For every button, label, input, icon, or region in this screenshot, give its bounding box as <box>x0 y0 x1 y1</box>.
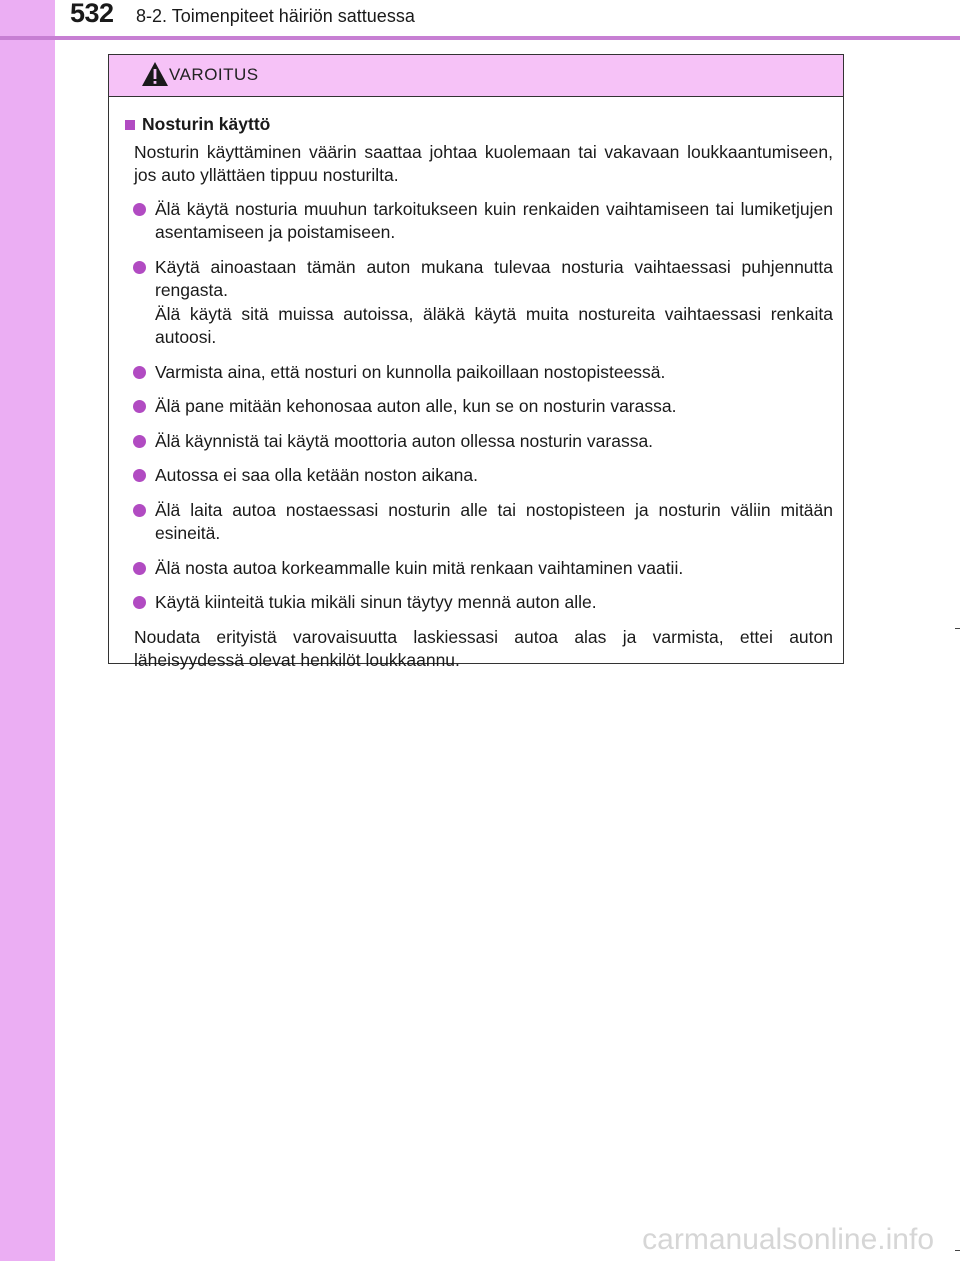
watermark: carmanualsonline.info <box>642 1223 934 1256</box>
warning-list-item-text: Autossa ei saa olla ketään noston aikana. <box>155 465 478 485</box>
warning-triangle-icon <box>141 61 169 87</box>
round-bullet-icon <box>133 435 146 448</box>
crop-mark <box>955 628 960 629</box>
warning-body <box>109 97 843 673</box>
crop-mark <box>955 1250 960 1251</box>
warning-list-item <box>125 464 833 488</box>
warning-label: VAROITUS <box>169 65 259 84</box>
warning-list-item <box>125 361 833 385</box>
warning-list-item-text: Käytä ainoastaan tämän auton mukana tulevaa nosturia vaihtaessasi puhjennutta rengasta. <box>155 256 833 300</box>
warning-list-item <box>125 430 833 454</box>
warning-list-item-text: Älä pane mitään kehonosaa auton alle, kun se on nosturin varassa. <box>155 396 677 416</box>
warning-list-item <box>125 198 833 245</box>
warning-intro: Nosturin käyttäminen väärin saattaa johtaa kuolemaan tai vakavaan loukkaantumiseen, jos auto yllättäen tippuu nosturilta. <box>134 141 833 185</box>
warning-list-item-text: Älä laita autoa nostaessasi nosturin alle tai nostopisteen ja nosturin väliin mitään esineitä. <box>155 499 833 543</box>
warning-list-item-text: Älä käytä sitä muissa autoissa, äläkä käytä muita nostureita vaihtaessasi renkaita autoosi. <box>155 303 833 347</box>
warning-list-item <box>125 557 833 581</box>
warning-outro: Noudata erityistä varovaisuutta laskiessasi autoa alas ja varmista, ettei auton läheisyydessä olevat henkilöt loukkaannu. <box>134 626 833 670</box>
warning-list-item-text: Älä nosta autoa korkeammalle kuin mitä renkaan vaihtaminen vaatii. <box>155 557 684 578</box>
warning-list-item-text: Käytä kiinteitä tukia mikäli sinun täytyy mennä auton alle. <box>155 592 597 612</box>
warning-list-item-text: Varmista aina, että nosturi on kunnolla paikoillaan nostopisteessä. <box>155 361 666 382</box>
warning-list <box>125 198 833 615</box>
warning-list-item <box>125 395 833 419</box>
warning-list-item-text: Älä käynnistä tai käytä moottoria auton ollessa nosturin varassa. <box>155 430 654 451</box>
round-bullet-icon <box>133 596 146 609</box>
round-bullet-icon <box>133 203 146 216</box>
warning-box <box>108 54 844 670</box>
header-rule <box>0 36 960 40</box>
chapter-sidebar <box>0 0 55 1261</box>
warning-header <box>109 55 843 97</box>
section-title: 8-2. Toimenpiteet häiriön sattuessa <box>136 6 415 26</box>
warning-list-item <box>125 499 833 546</box>
warning-list-item <box>125 256 833 350</box>
round-bullet-icon <box>133 469 146 482</box>
warning-list-item-text: Älä käytä nosturia muuhun tarkoitukseen kuin renkaiden vaihtamiseen tai lumiketjujen asentamiseen ja poistamiseen. <box>155 198 833 242</box>
round-bullet-icon <box>133 562 146 575</box>
warning-subheading <box>125 113 833 137</box>
square-bullet-icon <box>125 120 135 130</box>
round-bullet-icon <box>133 366 146 379</box>
round-bullet-icon <box>133 261 146 274</box>
round-bullet-icon <box>133 504 146 517</box>
round-bullet-icon <box>133 400 146 413</box>
warning-list-item <box>125 591 833 615</box>
warning-subheading-text: Nosturin käyttö <box>142 114 271 134</box>
page-number: 532 <box>70 0 114 28</box>
